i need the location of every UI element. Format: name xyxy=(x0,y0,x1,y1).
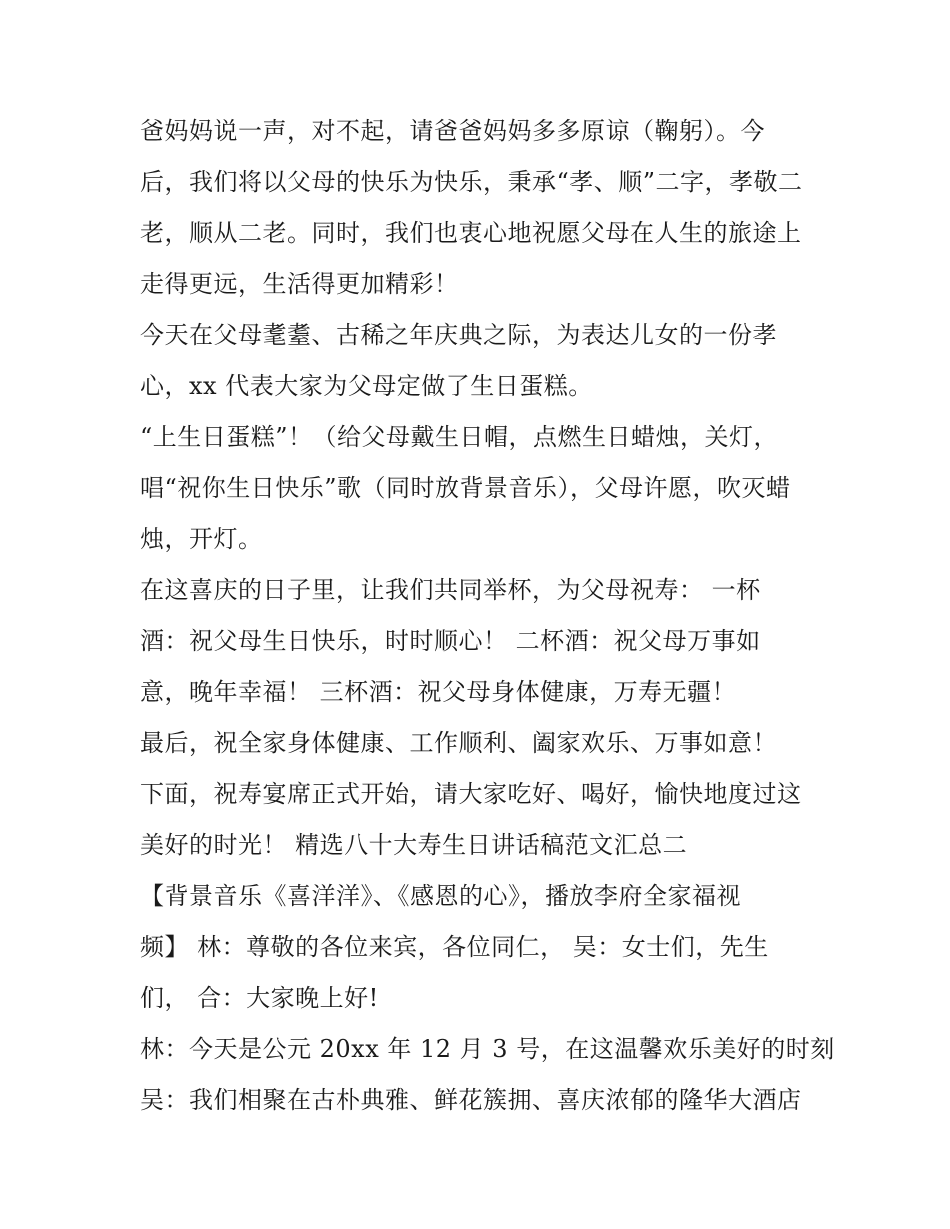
text-line: 美好的时光！ 精选八十大寿生日讲话稿范文汇总二 xyxy=(140,831,688,859)
text-line: 走得更远，生活得更加精彩！ xyxy=(140,270,459,298)
text-line: 【背景音乐《喜洋洋》、《感恩的心》，播放李府全家福视 xyxy=(140,882,741,910)
text-line: 下面，祝寿宴席正式开始，请大家吃好、喝好，愉快地度过这 xyxy=(140,780,802,808)
text-line: 烛，开灯。 xyxy=(140,525,263,553)
text-line: 吴：我们相聚在古朴典雅、鲜花簇拥、喜庆浓郁的隆华大酒店 xyxy=(140,1086,802,1114)
text-line: 在这喜庆的日子里，让我们共同举杯，为父母祝寿： 一杯 xyxy=(140,576,761,604)
text-line: 老，顺从二老。同时，我们也衷心地祝愿父母在人生的旅途上 xyxy=(140,219,802,247)
text-line: 们， 合：大家晚上好! xyxy=(140,984,379,1012)
text-line: 爸妈妈说一声，对不起，请爸爸妈妈多多原谅（鞠躬）。今 xyxy=(140,117,765,145)
document-body xyxy=(140,106,835,1126)
text-line: 频】 林：尊敬的各位来宾，各位同仁， 吴：女士们，先生 xyxy=(140,933,769,961)
text-line: 酒：祝父母生日快乐，时时顺心！ 二杯酒：祝父母万事如 xyxy=(140,627,761,655)
text-line: 心，xx 代表大家为父母定做了生日蛋糕。 xyxy=(140,372,593,400)
text-line: 最后，祝全家身体健康、工作顺利、阖家欢乐、万事如意！ xyxy=(140,729,777,757)
text-line: 意，晚年幸福！ 三杯酒：祝父母身体健康，万寿无疆！ xyxy=(140,678,737,706)
text-line: 后，我们将以父母的快乐为快乐，秉承“孝、顺”二字，孝敬二 xyxy=(140,168,803,196)
text-line: 今天在父母耄耋、古稀之年庆典之际，为表达儿女的一份孝 xyxy=(140,321,777,349)
text-line: “上生日蛋糕”！（给父母戴生日帽，点燃生日蜡烛，关灯， xyxy=(140,423,779,451)
text-line: 唱“祝你生日快乐”歌（同时放背景音乐），父母许愿，吹灭蜡 xyxy=(140,474,791,502)
text-line: 林：今天是公元 20xx 年 12 月 3 号，在这温馨欢乐美好的时刻 xyxy=(140,1035,835,1063)
